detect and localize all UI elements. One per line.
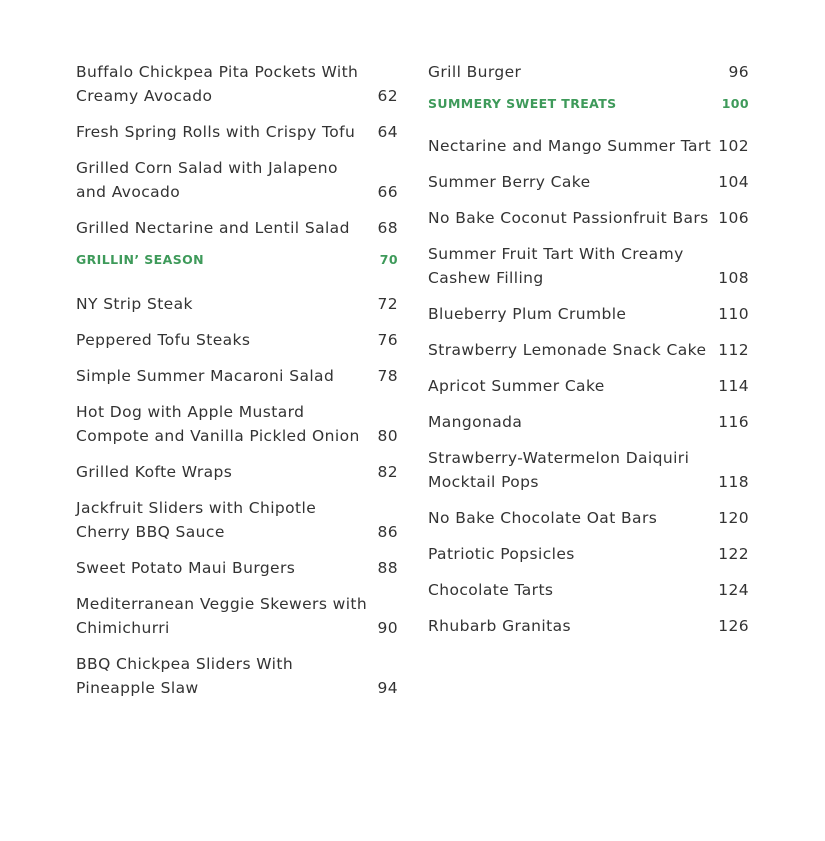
- toc-entry-title: Strawberry-Watermelon Daiquiri Mocktail Pops: [428, 449, 690, 491]
- toc-entry: [76, 60, 398, 108]
- toc-entry: [76, 592, 398, 640]
- toc-entry-title: Mangonada: [428, 413, 523, 431]
- toc-entry-title: NY Strip Steak: [76, 295, 193, 313]
- toc-entry-page-number: 66: [377, 183, 398, 201]
- toc-entry-page-number: 72: [377, 295, 398, 313]
- toc-entry: [428, 338, 749, 362]
- toc-entry: [76, 364, 398, 388]
- toc-entry: [428, 506, 749, 530]
- toc-entry-page-number: 82: [377, 463, 398, 481]
- toc-entry: [428, 614, 749, 638]
- toc-entry-page-number: 88: [377, 559, 398, 577]
- toc-entry: [428, 374, 749, 398]
- toc-entry: [428, 242, 749, 290]
- toc-entry: [76, 216, 398, 240]
- toc-entry-title: Patriotic Popsicles: [428, 545, 575, 563]
- toc-entry: [428, 60, 749, 84]
- toc-entry: [428, 542, 749, 566]
- toc-entry: [76, 652, 398, 700]
- toc-entry: [76, 496, 398, 544]
- toc-entry-title: Blueberry Plum Crumble: [428, 305, 627, 323]
- toc-entry-page-number: 118: [718, 473, 749, 491]
- toc-entry-title: Buffalo Chickpea Pita Pockets With Creamy Avocado: [76, 63, 359, 105]
- toc-entry: [428, 170, 749, 194]
- toc-entry-page-number: 120: [718, 509, 749, 527]
- toc-entry-title: Rhubarb Granitas: [428, 617, 571, 635]
- section-title: SUMMERY SWEET TREATS: [428, 96, 617, 111]
- section-page-number: 100: [721, 96, 749, 111]
- toc-entries-before-section: [76, 60, 398, 240]
- toc-entry-page-number: 114: [718, 377, 749, 395]
- toc-entry: [76, 120, 398, 144]
- toc-entry-title: Chocolate Tarts: [428, 581, 554, 599]
- section-heading: [428, 96, 749, 112]
- toc-entry-title: Hot Dog with Apple Mustard Compote and Vanilla Pickled Onion: [76, 403, 360, 445]
- toc-entry-page-number: 102: [718, 137, 749, 155]
- section-title: GRILLIN’ SEASON: [76, 252, 204, 267]
- toc-entry: [428, 446, 749, 494]
- toc-left-column: [76, 60, 398, 712]
- section-heading: [76, 252, 398, 268]
- toc-entry: [428, 410, 749, 434]
- toc-entry-title: Strawberry Lemonade Snack Cake: [428, 341, 707, 359]
- toc-entry-title: Grilled Corn Salad with Jalapeno and Avocado: [76, 159, 338, 201]
- toc-entry-title: Summer Fruit Tart With Creamy Cashew Filling: [428, 245, 684, 287]
- toc-entry-title: Grilled Kofte Wraps: [76, 463, 233, 481]
- toc-entry-page-number: 80: [377, 427, 398, 445]
- toc-entry: [76, 400, 398, 448]
- toc-entries-in-section: [76, 292, 398, 700]
- toc-entry-title: Grilled Nectarine and Lentil Salad: [76, 219, 350, 237]
- toc-entry-page-number: 124: [718, 581, 749, 599]
- toc-entry-page-number: 108: [718, 269, 749, 287]
- toc-entry: [76, 460, 398, 484]
- toc-entry-page-number: 76: [377, 331, 398, 349]
- toc-entry-page-number: 122: [718, 545, 749, 563]
- toc-entry: [76, 292, 398, 316]
- toc-entry-page-number: 126: [718, 617, 749, 635]
- toc-entry-page-number: 68: [377, 219, 398, 237]
- toc-entry: [76, 156, 398, 204]
- toc-entry-title: BBQ Chickpea Sliders With Pineapple Slaw: [76, 655, 294, 697]
- toc-entry: [428, 134, 749, 158]
- toc-entry-page-number: 94: [377, 679, 398, 697]
- toc-entry: [428, 578, 749, 602]
- toc-entry: [428, 302, 749, 326]
- toc-entry-page-number: 110: [718, 305, 749, 323]
- toc-entry: [428, 206, 749, 230]
- toc-entry-page-number: 112: [718, 341, 749, 359]
- toc-entry-title: Simple Summer Macaroni Salad: [76, 367, 335, 385]
- toc-entry-page-number: 78: [377, 367, 398, 385]
- toc-entry: [76, 328, 398, 352]
- toc-entry-page-number: 64: [377, 123, 398, 141]
- toc-entries-in-section: [428, 134, 749, 638]
- toc-entry-title: No Bake Chocolate Oat Bars: [428, 509, 658, 527]
- toc-entry-page-number: 106: [718, 209, 749, 227]
- toc-entry-title: Sweet Potato Maui Burgers: [76, 559, 296, 577]
- toc-entry-title: Nectarine and Mango Summer Tart: [428, 137, 712, 155]
- toc-entry-page-number: 116: [718, 413, 749, 431]
- toc-entry-page-number: 104: [718, 173, 749, 191]
- toc-entry-title: No Bake Coconut Passionfruit Bars: [428, 209, 709, 227]
- toc-entry-page-number: 62: [377, 87, 398, 105]
- section-page-number: 70: [379, 252, 398, 267]
- toc-entry-title: Jackfruit Sliders with Chipotle Cherry BBQ Sauce: [76, 499, 317, 541]
- toc-entry-title: Peppered Tofu Steaks: [76, 331, 251, 349]
- toc-entry-title: Summer Berry Cake: [428, 173, 591, 191]
- toc-entry-page-number: 96: [728, 63, 749, 81]
- toc-entry-title: Grill Burger: [428, 63, 522, 81]
- toc-entry-title: Fresh Spring Rolls with Crispy Tofu: [76, 123, 356, 141]
- toc-entry: [76, 556, 398, 580]
- toc-right-column: [428, 60, 749, 650]
- toc-entry-title: Mediterranean Veggie Skewers with Chimichurri: [76, 595, 368, 637]
- toc-entries-before-section: [428, 60, 749, 84]
- toc-entry-page-number: 86: [377, 523, 398, 541]
- toc-entry-page-number: 90: [377, 619, 398, 637]
- toc-entry-title: Apricot Summer Cake: [428, 377, 605, 395]
